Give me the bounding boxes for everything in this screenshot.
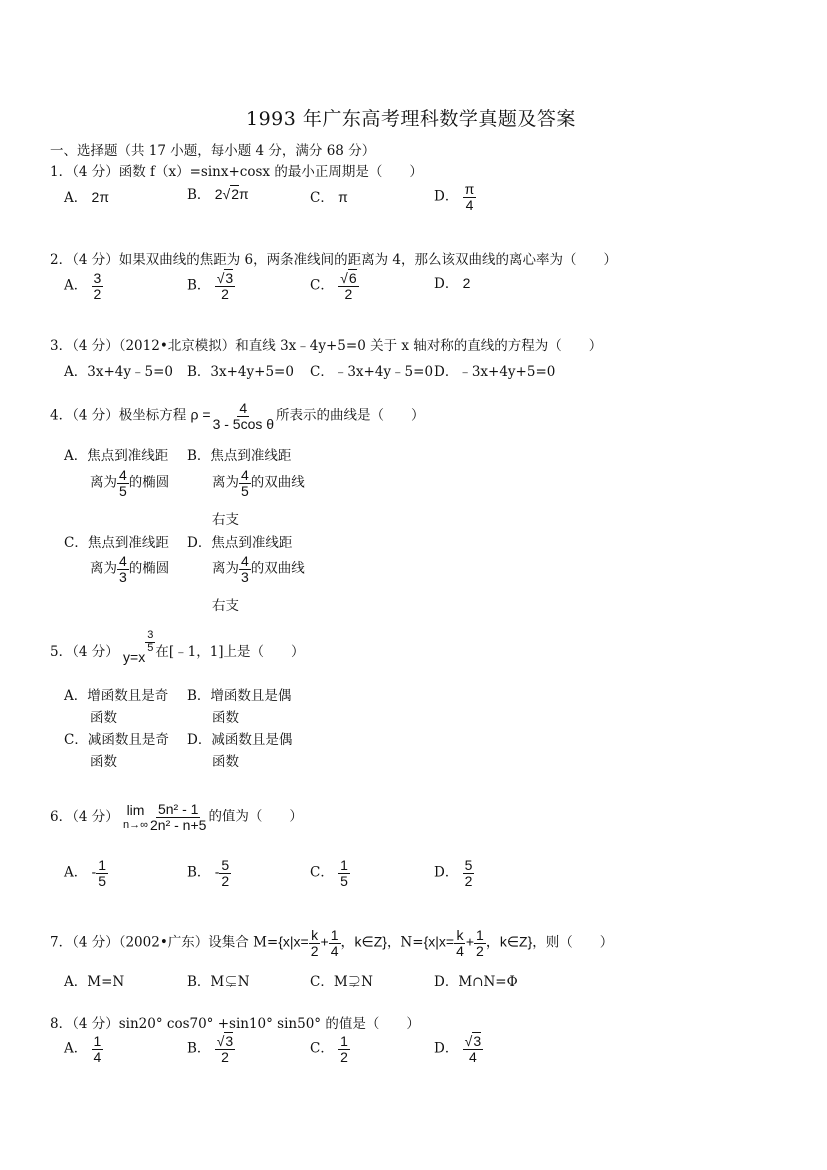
- fraction-numerator: k: [311, 927, 319, 943]
- text: 离为: [212, 474, 239, 491]
- question-3-stem: 3．（4 分）（2012•北京模拟）和直线 3x﹣4y+5=0 关于 x 轴对称的直线的方程为（ ）: [50, 338, 603, 354]
- fraction-denominator: 4: [465, 196, 474, 213]
- text: 离为: [90, 474, 117, 491]
- set-m-close: ，k∈Z}: [340, 933, 387, 950]
- option-label: D．: [434, 864, 459, 881]
- q4-option-c-line1: C．焦点到准线距: [64, 535, 169, 551]
- q6-option-c: [310, 858, 350, 888]
- q5-option-b-line1: B．增函数且是偶: [187, 688, 292, 704]
- question-2-stem: 2．（4 分）如果双曲线的焦距为 6，两条准线间的距离为 4，那么该双曲线的离心率为（ ）: [50, 252, 617, 268]
- exponent-denominator: 5: [147, 642, 154, 654]
- stem-prefix: 7．（4 分）（2002•广东）设集合 M=: [50, 934, 279, 951]
- radicand: 3: [225, 270, 234, 286]
- q7-option-a: A．M=N: [64, 974, 125, 990]
- fraction-denominator: 5: [241, 482, 249, 499]
- rho-symbol: ρ =: [190, 406, 211, 423]
- q4-option-d-line3: 右支: [212, 598, 239, 614]
- q5-option-a-line1: A．增函数且是奇: [64, 688, 169, 704]
- option-label: D．: [434, 188, 459, 205]
- fraction-denominator: 4: [468, 1048, 477, 1065]
- text: 的椭圆: [128, 560, 170, 577]
- text: 的椭圆: [128, 474, 170, 491]
- radicand: 6: [348, 270, 357, 286]
- stem-prefix: 5．（4 分）: [50, 644, 119, 660]
- option-label: A．: [64, 864, 88, 881]
- fraction-denominator: 3: [241, 568, 249, 585]
- radicand: 2: [231, 186, 239, 202]
- option-value: π: [338, 189, 348, 205]
- q5-option-c-line1: C．减函数且是奇: [64, 732, 169, 748]
- q8-option-b: B． $\frac{√3}{2}$: [187, 1033, 234, 1065]
- plus-sign: +: [465, 933, 475, 950]
- question-4-stem: [50, 401, 425, 431]
- option-label: D．: [434, 1040, 459, 1057]
- question-1-stem: 1．（4 分）函数 f（x）=sinx+cosx 的最小正周期是（ ）: [50, 164, 423, 180]
- radicand: 3: [225, 1033, 234, 1049]
- stem-prefix: 4．（4 分）极坐标方程: [50, 407, 187, 424]
- fraction-numerator: 1: [340, 857, 348, 873]
- minus-sign: -: [91, 863, 97, 880]
- q5-option-a-line2: 函数: [90, 710, 117, 726]
- set-m-open: {x|x=: [278, 933, 309, 950]
- exponent-numerator: 3: [147, 629, 154, 642]
- radicand: 3: [473, 1033, 482, 1049]
- fraction-denominator: 5: [119, 482, 127, 499]
- q2-option-b: B． $\frac{√3}{2}$: [187, 270, 234, 302]
- option-label: C．: [310, 277, 334, 294]
- option-value: 2π: [91, 189, 109, 205]
- q5-option-b-line2: 函数: [212, 710, 239, 726]
- fraction-numerator: 1: [340, 1033, 348, 1049]
- option-value: 2: [462, 275, 471, 291]
- fraction-numerator: 4: [119, 467, 127, 483]
- stem-mid: ，N=: [386, 934, 424, 951]
- q4-option-a-line2: [90, 468, 169, 498]
- q3-option-b: B．3x+4y+5=0: [187, 364, 294, 380]
- question-6-stem: [50, 802, 303, 832]
- q1-option-a: [64, 186, 109, 206]
- q6-option-b: [187, 858, 231, 888]
- fraction-denominator: 3 - 5cos θ: [212, 415, 275, 432]
- fraction-denominator: 4: [330, 942, 339, 959]
- fraction-denominator: 2: [476, 942, 484, 959]
- stem-suffix: 的值为（ ）: [208, 808, 303, 825]
- q6-option-d: [434, 858, 474, 888]
- text: 的双曲线: [250, 560, 305, 577]
- option-label: B．: [187, 864, 211, 881]
- stem-suffix: ，则（ ）: [532, 934, 614, 951]
- option-label: A．: [64, 190, 88, 206]
- fraction-denominator: 2: [93, 285, 102, 302]
- q8-option-c: [310, 1034, 350, 1064]
- q2-option-c: C． $\frac{√6}{2}$: [310, 270, 357, 302]
- fraction-numerator: 4: [119, 553, 127, 569]
- limit-operator: [123, 803, 148, 830]
- q7-option-b: B．M⊊N: [187, 974, 250, 990]
- text: 离为: [90, 560, 117, 577]
- set-n-close: ，k∈Z}: [485, 933, 533, 950]
- fraction-denominator: 2: [344, 285, 353, 302]
- q3-option-c: C．﹣3x+4y﹣5=0: [310, 364, 434, 380]
- q4-option-d-line1: D．焦点到准线距: [187, 535, 293, 551]
- fraction-numerator: 4: [241, 553, 249, 569]
- fraction-numerator: 4: [241, 467, 249, 483]
- option-label: B．: [187, 277, 211, 294]
- q5-option-d-line1: D．减函数且是偶: [187, 732, 293, 748]
- q2-option-a: [64, 271, 103, 301]
- option-label: C．: [310, 864, 334, 881]
- fraction-denominator: 2: [221, 872, 230, 889]
- lim-text: lim: [126, 802, 145, 819]
- q4-option-b-line2: [212, 468, 305, 498]
- fraction-denominator: 2: [221, 1048, 229, 1065]
- plus-sign: +: [320, 933, 329, 950]
- q7-option-d: D．M∩N=Φ: [434, 974, 518, 990]
- fraction-numerator: k: [456, 927, 464, 943]
- set-n-open: {x|x=: [423, 933, 455, 950]
- question-5-stem: [50, 629, 305, 665]
- q4-option-b-line1: B．焦点到准线距: [187, 448, 292, 464]
- stem-suffix: 所表示的曲线是（ ）: [276, 407, 425, 424]
- q2-option-d: [434, 272, 470, 292]
- fraction-numerator: 5: [464, 857, 473, 873]
- option-label: D．: [434, 276, 459, 292]
- option-label: A．: [64, 1040, 88, 1057]
- q5-option-c-line2: 函数: [90, 754, 117, 770]
- fraction-denominator: 2: [340, 1048, 348, 1065]
- fraction-denominator: 3: [119, 568, 127, 585]
- q8-option-d: D． $\frac{√3}{4}$: [434, 1033, 482, 1065]
- q1-option-b: B． 2√2π: [187, 186, 249, 203]
- stem-prefix: 6．（4 分）: [50, 808, 119, 825]
- fraction-denominator: 2: [310, 942, 319, 959]
- text: 的双曲线: [250, 474, 305, 491]
- text: 离为: [212, 560, 239, 577]
- fraction-numerator: 5: [221, 857, 230, 873]
- fraction-denominator: 4: [456, 942, 464, 959]
- question-8-stem: 8．（4 分）sin20° cos70° +sin10° sin50° 的值是（ ）: [50, 1016, 420, 1032]
- option-pi: π: [239, 186, 249, 202]
- q4-option-a-line1: A．焦点到准线距: [64, 448, 169, 464]
- fraction-numerator: 5n² - 1: [157, 801, 199, 817]
- option-label: A．: [64, 277, 88, 294]
- fraction-numerator: 1: [98, 857, 107, 873]
- q1-option-d: [434, 182, 476, 212]
- q4-option-c-line2: [90, 554, 169, 584]
- function-expression: y=x: [123, 649, 146, 665]
- q7-option-c: C．M⊋N: [310, 974, 373, 990]
- option-coef: 2: [214, 186, 223, 202]
- fraction-denominator: 2: [464, 872, 473, 889]
- option-label: B．: [187, 1040, 211, 1057]
- lim-subscript: n→∞: [123, 818, 148, 831]
- option-label: B．: [187, 187, 211, 203]
- page-title: 1993 年广东高考理科数学真题及答案: [246, 108, 576, 130]
- fraction-denominator: 5: [98, 872, 107, 889]
- q3-option-d: D．﹣3x+4y+5=0: [434, 364, 556, 380]
- fraction-numerator: 1: [476, 927, 484, 943]
- q5-option-d-line2: 函数: [212, 754, 239, 770]
- fraction-numerator: 3: [93, 270, 102, 286]
- q3-option-a: A．3x+4y﹣5=0: [64, 364, 173, 380]
- fraction-numerator: 1: [330, 927, 339, 943]
- fraction-numerator: 4: [239, 400, 248, 416]
- q8-option-a: [64, 1034, 103, 1064]
- q4-option-d-line2: [212, 554, 305, 584]
- option-label: C．: [310, 1040, 334, 1057]
- section-heading: 一、选择题（共 17 小题，每小题 4 分，满分 68 分）: [50, 143, 376, 159]
- fraction-denominator: 2: [221, 285, 229, 302]
- fraction-denominator: 4: [93, 1048, 102, 1065]
- stem-suffix: 在[﹣1，1]上是（ ）: [155, 644, 305, 660]
- q6-option-a: [64, 858, 108, 888]
- q1-option-c: [310, 186, 348, 206]
- option-label: C．: [310, 190, 334, 206]
- fraction-denominator: 2n² - n+5: [150, 816, 207, 833]
- minus-sign: -: [214, 863, 220, 880]
- fraction-numerator: 1: [93, 1033, 102, 1049]
- q4-option-b-line3: 右支: [212, 512, 239, 528]
- fraction-numerator: π: [464, 181, 475, 197]
- fraction-denominator: 5: [340, 872, 348, 889]
- question-7-stem: [50, 928, 613, 958]
